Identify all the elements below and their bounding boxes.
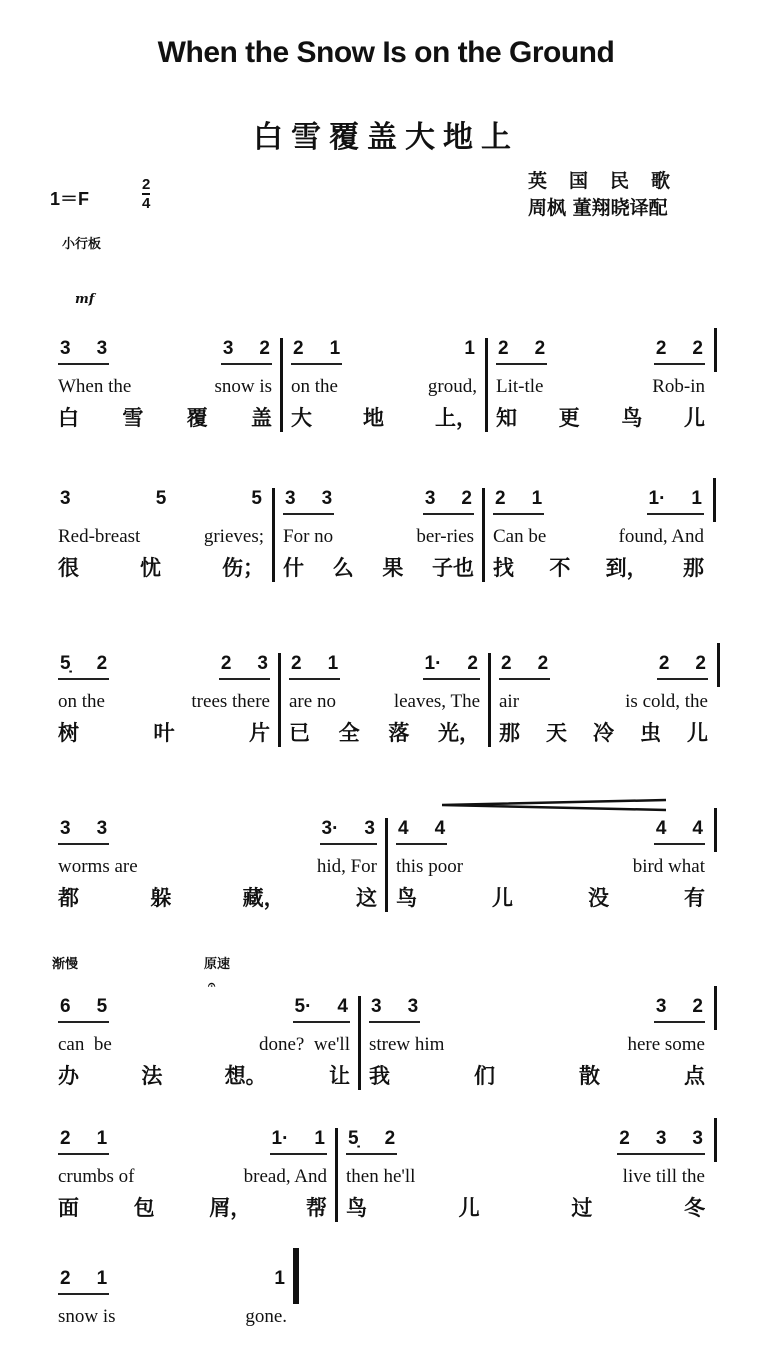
barline <box>714 328 717 372</box>
lyrics-english <box>496 376 705 398</box>
note-group <box>647 488 704 515</box>
note-group <box>654 996 705 1023</box>
measures-row <box>50 1128 713 1222</box>
lyric-char: 冬 <box>683 1195 705 1220</box>
note: 2 <box>658 653 670 674</box>
note: 2 <box>384 1128 396 1149</box>
note-group <box>396 818 447 845</box>
lyrics-english <box>291 376 477 398</box>
note: 1 <box>274 1268 285 1289</box>
lyric-word: snow is <box>214 376 272 397</box>
song-subtitle-chinese: 白雪覆盖大地上 <box>253 120 519 155</box>
note: 1 <box>531 488 543 509</box>
lyrics-chinese <box>493 552 704 582</box>
lyrics-chinese <box>58 552 264 582</box>
lyric-char: 让 <box>328 1063 350 1088</box>
lyric-char: 雪 <box>122 405 144 430</box>
lyric-word: are no <box>289 691 336 712</box>
note-group <box>654 818 705 845</box>
note-group <box>346 1128 397 1155</box>
lyric-word: is cold, the <box>625 691 708 712</box>
time-signature-bottom: 4 <box>142 195 151 212</box>
note: 6 <box>60 996 71 1017</box>
lyrics-chinese <box>58 717 270 747</box>
note: 1· <box>271 1128 289 1149</box>
note-row <box>289 653 480 689</box>
note-row <box>499 653 708 689</box>
barline <box>713 478 716 522</box>
lyrics-english <box>283 526 474 548</box>
note-group <box>283 488 334 515</box>
note-row <box>396 818 705 854</box>
note-group <box>221 338 272 365</box>
lyric-word: grieves; <box>203 526 264 547</box>
lyric-char: 冷 <box>593 720 614 745</box>
lyric-char: 点 <box>684 1063 705 1088</box>
measure <box>385 818 713 912</box>
note-group <box>219 653 270 680</box>
note: 1 <box>691 488 702 509</box>
lyrics-chinese <box>346 1192 705 1222</box>
barline <box>714 1118 717 1162</box>
note: 2 <box>291 653 302 674</box>
note: 4 <box>337 996 348 1017</box>
lyric-char: 躲 <box>150 885 172 910</box>
tempo-marking: 小行板 <box>62 237 102 252</box>
note: 2 <box>60 1128 71 1149</box>
lyrics-chinese <box>369 1060 705 1090</box>
note-group <box>272 1268 287 1293</box>
measure <box>50 818 385 912</box>
lyrics-chinese <box>289 717 480 747</box>
lyric-char: 鸟 <box>346 1195 367 1220</box>
note-group <box>58 1268 109 1295</box>
lyric-word: Red-breast <box>58 526 141 547</box>
key-signature: 1＝F <box>50 189 90 209</box>
lyric-char: 找 <box>493 555 514 580</box>
note: 3 <box>222 338 234 359</box>
measure <box>50 653 278 747</box>
lyrics-chinese <box>58 882 377 912</box>
lyric-char: 盖 <box>250 405 272 430</box>
lyrics-chinese <box>496 402 705 432</box>
note-row <box>283 488 474 524</box>
note: 5 <box>251 488 262 509</box>
note: 5· <box>294 996 312 1017</box>
lyric-char: 有 <box>684 885 705 910</box>
note-group <box>58 338 109 365</box>
lyric-word: bread, And <box>243 1166 327 1187</box>
note: 3 <box>96 338 108 359</box>
lyric-word: found, And <box>618 526 704 547</box>
measure <box>280 338 485 432</box>
barline <box>714 986 717 1030</box>
lyric-char: 很 <box>58 555 79 580</box>
note-group <box>58 818 109 845</box>
note-group <box>154 488 169 513</box>
lyric-char: 们 <box>474 1063 495 1088</box>
measures-row <box>50 338 713 432</box>
note: 4 <box>398 818 409 839</box>
lyrics-chinese <box>291 402 477 432</box>
lyric-word: trees there <box>191 691 270 712</box>
note: 3 <box>655 996 667 1017</box>
note: 2 <box>259 338 270 359</box>
lyric-char: 法 <box>141 1063 163 1088</box>
lyric-word: then he'll <box>346 1166 416 1187</box>
note: 3 <box>60 338 71 359</box>
note-group <box>423 488 474 515</box>
lyrics-english <box>289 691 480 713</box>
lyric-char: 么 <box>332 555 354 580</box>
lyric-char: 已 <box>289 720 310 745</box>
lyric-word: When the <box>58 376 132 397</box>
note-row <box>58 488 264 524</box>
time-signature <box>142 176 150 212</box>
note: 3 <box>371 996 382 1017</box>
note: 5̣ <box>60 653 71 674</box>
note: 1 <box>327 653 339 674</box>
score-system <box>50 338 713 432</box>
note-group <box>58 653 109 680</box>
lyric-char: 包 <box>133 1195 155 1220</box>
final-barline <box>293 1248 299 1304</box>
lyric-char: 不 <box>549 555 571 580</box>
a-tempo-mark: 原速 <box>204 957 231 972</box>
lyric-word: Can be <box>493 526 547 547</box>
measure <box>482 488 712 582</box>
lyrics-chinese <box>58 1192 327 1222</box>
note: 2 <box>461 488 472 509</box>
lyric-char: 地 <box>363 405 384 430</box>
lyric-char: 子也 <box>431 555 474 580</box>
measure <box>488 653 716 747</box>
lyric-char: 覆 <box>186 405 208 430</box>
lyric-char: 我 <box>369 1063 390 1088</box>
lyric-word: worms are <box>58 856 138 877</box>
note-group <box>499 653 550 680</box>
ritardando-mark: 渐慢 <box>52 957 79 972</box>
note: 2 <box>695 653 706 674</box>
note: 3 <box>692 1128 703 1149</box>
note: 2 <box>501 653 512 674</box>
measures-row <box>50 818 713 912</box>
lyrics-chinese <box>58 402 272 432</box>
note-group <box>291 338 342 365</box>
lyric-word: strew him <box>369 1034 445 1055</box>
lyric-char: 办 <box>58 1063 79 1088</box>
note-row <box>369 996 705 1032</box>
note-group <box>423 653 480 680</box>
measures-row <box>50 488 712 582</box>
note: 3 <box>257 653 268 674</box>
lyric-word: here some <box>627 1034 705 1055</box>
lyric-char: 儿 <box>458 1195 480 1220</box>
score-system <box>50 1268 295 1357</box>
lyric-word: can be <box>58 1034 112 1055</box>
lyric-char: 叶 <box>153 720 175 745</box>
lyric-char: 全 <box>338 720 360 745</box>
note: 3 <box>60 488 71 509</box>
score-system <box>50 653 716 747</box>
lyrics-english <box>346 1166 705 1188</box>
note: 2 <box>467 653 478 674</box>
note-group <box>289 653 340 680</box>
lyrics-english <box>58 1306 287 1328</box>
note-group <box>320 818 377 845</box>
lyric-char: 伤； <box>222 555 264 580</box>
note-row <box>58 653 270 689</box>
lyric-char: 知 <box>496 405 517 430</box>
lyric-char: 上， <box>435 405 477 430</box>
lyric-word: groud, <box>427 376 477 397</box>
lyric-word: air <box>499 691 520 712</box>
note-row <box>58 818 377 854</box>
note: 3 <box>285 488 296 509</box>
score-system <box>50 818 713 912</box>
lyrics-english <box>493 526 704 548</box>
note: 2 <box>60 1268 71 1289</box>
lyric-char: 儿 <box>683 405 705 430</box>
lyric-char: 光， <box>437 720 480 745</box>
lyrics-english <box>58 691 270 713</box>
lyric-word: gone. <box>245 1306 287 1327</box>
note: 2 <box>220 653 232 674</box>
lyric-char: 更 <box>558 405 580 430</box>
note: 3 <box>96 818 108 839</box>
lyric-char: 树 <box>58 720 79 745</box>
note-group <box>58 488 73 513</box>
note-group <box>58 1128 109 1155</box>
lyrics-chinese <box>58 1060 350 1090</box>
note-group <box>462 338 477 363</box>
credit-translators: 周枫 董翔晓译配 <box>528 197 668 219</box>
measure <box>272 488 482 582</box>
note-group <box>270 1128 327 1155</box>
measures-row <box>50 1268 295 1357</box>
note-row <box>291 338 477 374</box>
note: 1 <box>96 1268 108 1289</box>
note: 2 <box>692 338 703 359</box>
note-row <box>58 1128 327 1164</box>
note-row <box>496 338 705 374</box>
song-title: When the Snow Is on the Ground <box>157 36 615 69</box>
note: 1· <box>648 488 666 509</box>
barline <box>714 808 717 852</box>
measure <box>358 996 713 1090</box>
measure <box>50 338 280 432</box>
lyric-word: hid, For <box>316 856 377 877</box>
note-row <box>58 1268 287 1304</box>
lyric-word: this poor <box>396 856 464 877</box>
note: 1· <box>424 653 442 674</box>
lyric-char: 那 <box>682 555 704 580</box>
note-row <box>58 996 350 1032</box>
lyrics-chinese <box>396 882 705 912</box>
credit-origin: 英国民歌 <box>528 170 693 192</box>
lyrics-chinese <box>283 552 474 582</box>
lyrics-english <box>58 376 272 398</box>
note: 3 <box>407 996 419 1017</box>
note-group <box>249 488 264 513</box>
note: 5 <box>96 996 108 1017</box>
measures-row <box>50 653 716 747</box>
note-row <box>493 488 704 524</box>
note: 3 <box>655 1128 667 1149</box>
note-group <box>657 653 708 680</box>
note: 3· <box>321 818 339 839</box>
note: 2 <box>293 338 304 359</box>
note: 2 <box>534 338 546 359</box>
score-system <box>50 1128 713 1222</box>
note-row <box>346 1128 705 1164</box>
lyric-word: crumbs of <box>58 1166 135 1187</box>
note: 3 <box>60 818 71 839</box>
lyric-word: leaves, The <box>393 691 480 712</box>
lyric-char: 天 <box>546 720 567 745</box>
lyric-char: 屑， <box>209 1195 252 1220</box>
measure <box>50 1268 295 1357</box>
barline <box>717 643 720 687</box>
lyric-char: 什 <box>283 555 304 580</box>
crescendo-hairpin <box>440 798 670 812</box>
note: 2 <box>96 653 108 674</box>
measure <box>335 1128 713 1222</box>
note-group <box>58 996 109 1023</box>
note: 2 <box>498 338 509 359</box>
time-signature-top: 2 <box>142 176 151 193</box>
lyric-word: For no <box>283 526 334 547</box>
lyric-char: 面 <box>58 1195 79 1220</box>
dynamic-marking: mf <box>75 292 95 307</box>
note: 3 <box>424 488 436 509</box>
lyric-char: 鸟 <box>621 405 643 430</box>
lyric-word: live till the <box>622 1166 705 1187</box>
score-system <box>50 996 713 1090</box>
lyrics-english <box>58 526 264 548</box>
lyric-char: 没 <box>588 885 609 910</box>
note: 4 <box>692 818 703 839</box>
score-system <box>50 488 712 582</box>
note: 2 <box>537 653 549 674</box>
measure <box>50 996 358 1090</box>
measures-row <box>50 996 713 1090</box>
lyric-char: 过 <box>571 1195 593 1220</box>
credits <box>528 168 692 222</box>
lyric-word: on the <box>291 376 338 397</box>
note: 2 <box>495 488 506 509</box>
note: 3 <box>364 818 375 839</box>
lyric-word: ber-ries <box>416 526 474 547</box>
note-group <box>496 338 547 365</box>
note: 5̣ <box>348 1128 359 1149</box>
measure <box>485 338 713 432</box>
lyric-word: done? we'll <box>258 1034 350 1055</box>
lyrics-english <box>58 1034 350 1056</box>
lyrics-chinese <box>499 717 708 747</box>
lyric-word: on the <box>58 691 105 712</box>
measure <box>278 653 488 747</box>
note-group <box>369 996 420 1023</box>
lyric-char: 忧 <box>140 555 161 580</box>
note: 1 <box>464 338 475 359</box>
lyric-char: 落 <box>388 720 410 745</box>
lyrics-english <box>499 691 708 713</box>
note: 4 <box>434 818 446 839</box>
lyric-char: 散 <box>579 1063 600 1088</box>
lyric-word: bird what <box>632 856 705 877</box>
note-group <box>293 996 350 1023</box>
lyrics-english <box>369 1034 705 1056</box>
note: 2 <box>692 996 703 1017</box>
note-row <box>58 338 272 374</box>
lyric-char: 帮 <box>305 1195 327 1220</box>
lyric-word: Lit-tle <box>496 376 544 397</box>
note: 1 <box>329 338 341 359</box>
lyric-char: 藏， <box>242 885 285 910</box>
measure <box>50 1128 335 1222</box>
lyric-word: Rob-in <box>652 376 705 397</box>
note-group <box>654 338 705 365</box>
lyric-char: 果 <box>382 555 404 580</box>
lyric-word: snow is <box>58 1306 116 1327</box>
note-group <box>617 1128 705 1155</box>
lyrics-english <box>58 1166 327 1188</box>
note: 2 <box>655 338 667 359</box>
measure <box>50 488 272 582</box>
lyric-char: 想。 <box>224 1063 267 1088</box>
lyric-char: 大 <box>291 405 312 430</box>
note: 4 <box>655 818 667 839</box>
note: 3 <box>321 488 333 509</box>
lyrics-english <box>58 856 377 878</box>
lyric-char: 这 <box>355 885 377 910</box>
lyric-char: 到， <box>605 555 648 580</box>
lyric-char: 鸟 <box>396 885 417 910</box>
lyric-char: 那 <box>499 720 520 745</box>
lyric-char: 儿 <box>687 720 708 745</box>
note: 1 <box>96 1128 108 1149</box>
lyrics-chinese <box>58 1332 287 1357</box>
fermata-icon: 𝄐 <box>208 978 216 993</box>
lyric-char: 儿 <box>492 885 513 910</box>
lyric-char: 虫 <box>640 720 661 745</box>
lyric-char: 片 <box>249 720 270 745</box>
note: 1 <box>314 1128 325 1149</box>
note: 2 <box>619 1128 630 1149</box>
note-group <box>493 488 544 515</box>
lyrics-english <box>396 856 705 878</box>
note: 5 <box>155 488 167 509</box>
lyric-char: 白 <box>58 405 79 430</box>
lyric-char: 都 <box>58 885 79 910</box>
